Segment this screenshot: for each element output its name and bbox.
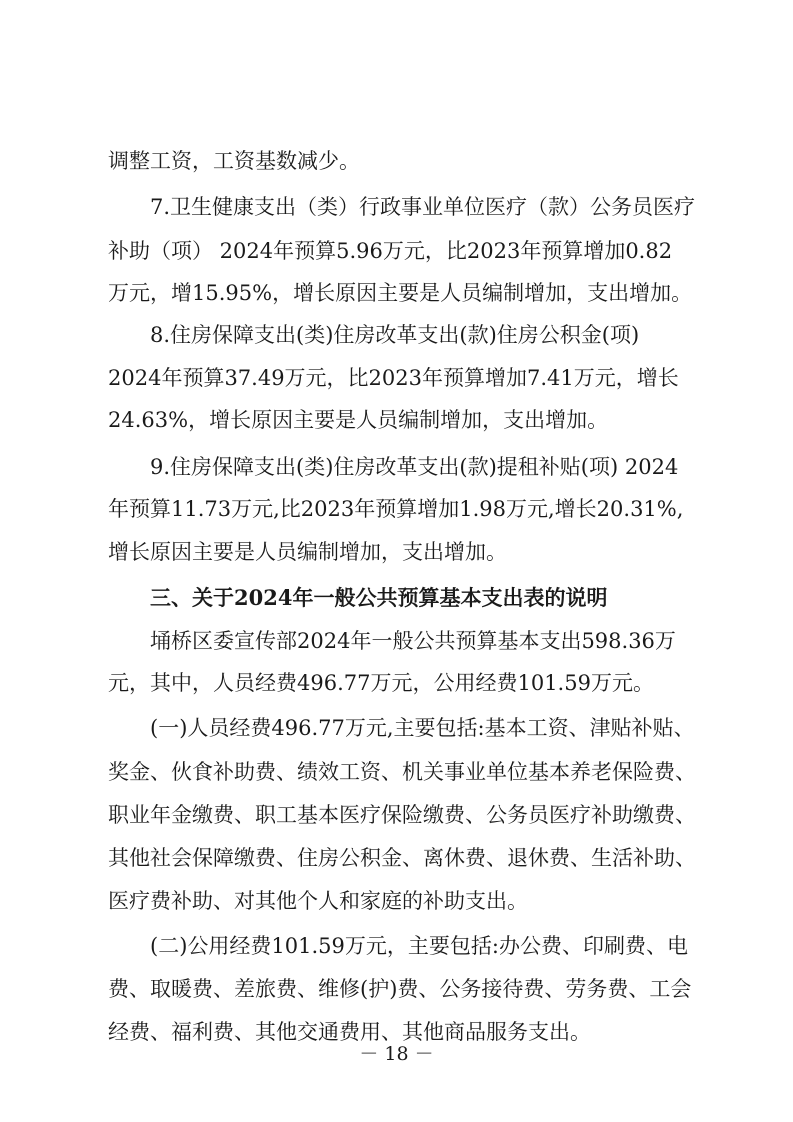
paragraph-line: 24.63%，增长原因主要是人员编制增加，支出增加。	[108, 408, 609, 432]
paragraph-line: 补助（项） 2024年预算5.96万元，比2023年预算增加0.82	[108, 239, 673, 263]
paragraph-line: (二)公用经费101.59万元，主要包括:办公费、印刷费、电	[150, 934, 688, 958]
paragraph-line: 8.住房保障支出(类)住房改革支出(款)住房公积金(项)	[150, 323, 640, 347]
paragraph-line: 医疗费补助、对其他个人和家庭的补助支出。	[108, 889, 528, 913]
paragraph-line: 元，其中，人员经费496.77万元，公用经费101.59万元。	[108, 671, 654, 695]
paragraph-line: 奖金、伙食补助费、绩效工资、机关事业单位基本养老保险费、	[108, 760, 696, 784]
paragraph-line: 2024年预算37.49万元，比2023年预算增加7.41万元，增长	[108, 366, 679, 390]
paragraph-line: 年预算11.73万元,比2023年预算增加1.98万元,增长20.31%,	[108, 497, 684, 521]
paragraph-line: 调整工资，工资基数减少。	[108, 149, 360, 173]
section-heading: 三、关于2024年一般公共预算基本支出表的说明	[150, 585, 608, 610]
paragraph-line: 职业年金缴费、职工基本医疗保险缴费、公务员医疗补助缴费、	[108, 803, 696, 827]
paragraph-line: (一)人员经费496.77万元,主要包括:基本工资、津贴补贴、	[150, 716, 695, 740]
paragraph-line: 增长原因主要是人员编制增加，支出增加。	[108, 540, 507, 564]
paragraph-line: 费、取暖费、差旅费、维修(护)费、公务接待费、劳务费、工会	[108, 977, 692, 1001]
page-number: － 18 －	[359, 1043, 434, 1065]
paragraph-line: 埇桥区委宣传部2024年一般公共预算基本支出598.36万	[150, 629, 676, 653]
paragraph-line: 经费、福利费、其他交通费用、其他商品服务支出。	[108, 1020, 591, 1044]
paragraph-line: 其他社会保障缴费、住房公积金、离休费、退休费、生活补助、	[108, 846, 696, 870]
paragraph-line: 万元，增15.95%，增长原因主要是人员编制增加，支出增加。	[108, 281, 693, 305]
paragraph-line: 9.住房保障支出(类)住房改革支出(款)提租补贴(项) 2024	[150, 455, 679, 479]
paragraph-line: 7.卫生健康支出（类）行政事业单位医疗（款）公务员医疗	[150, 195, 696, 219]
